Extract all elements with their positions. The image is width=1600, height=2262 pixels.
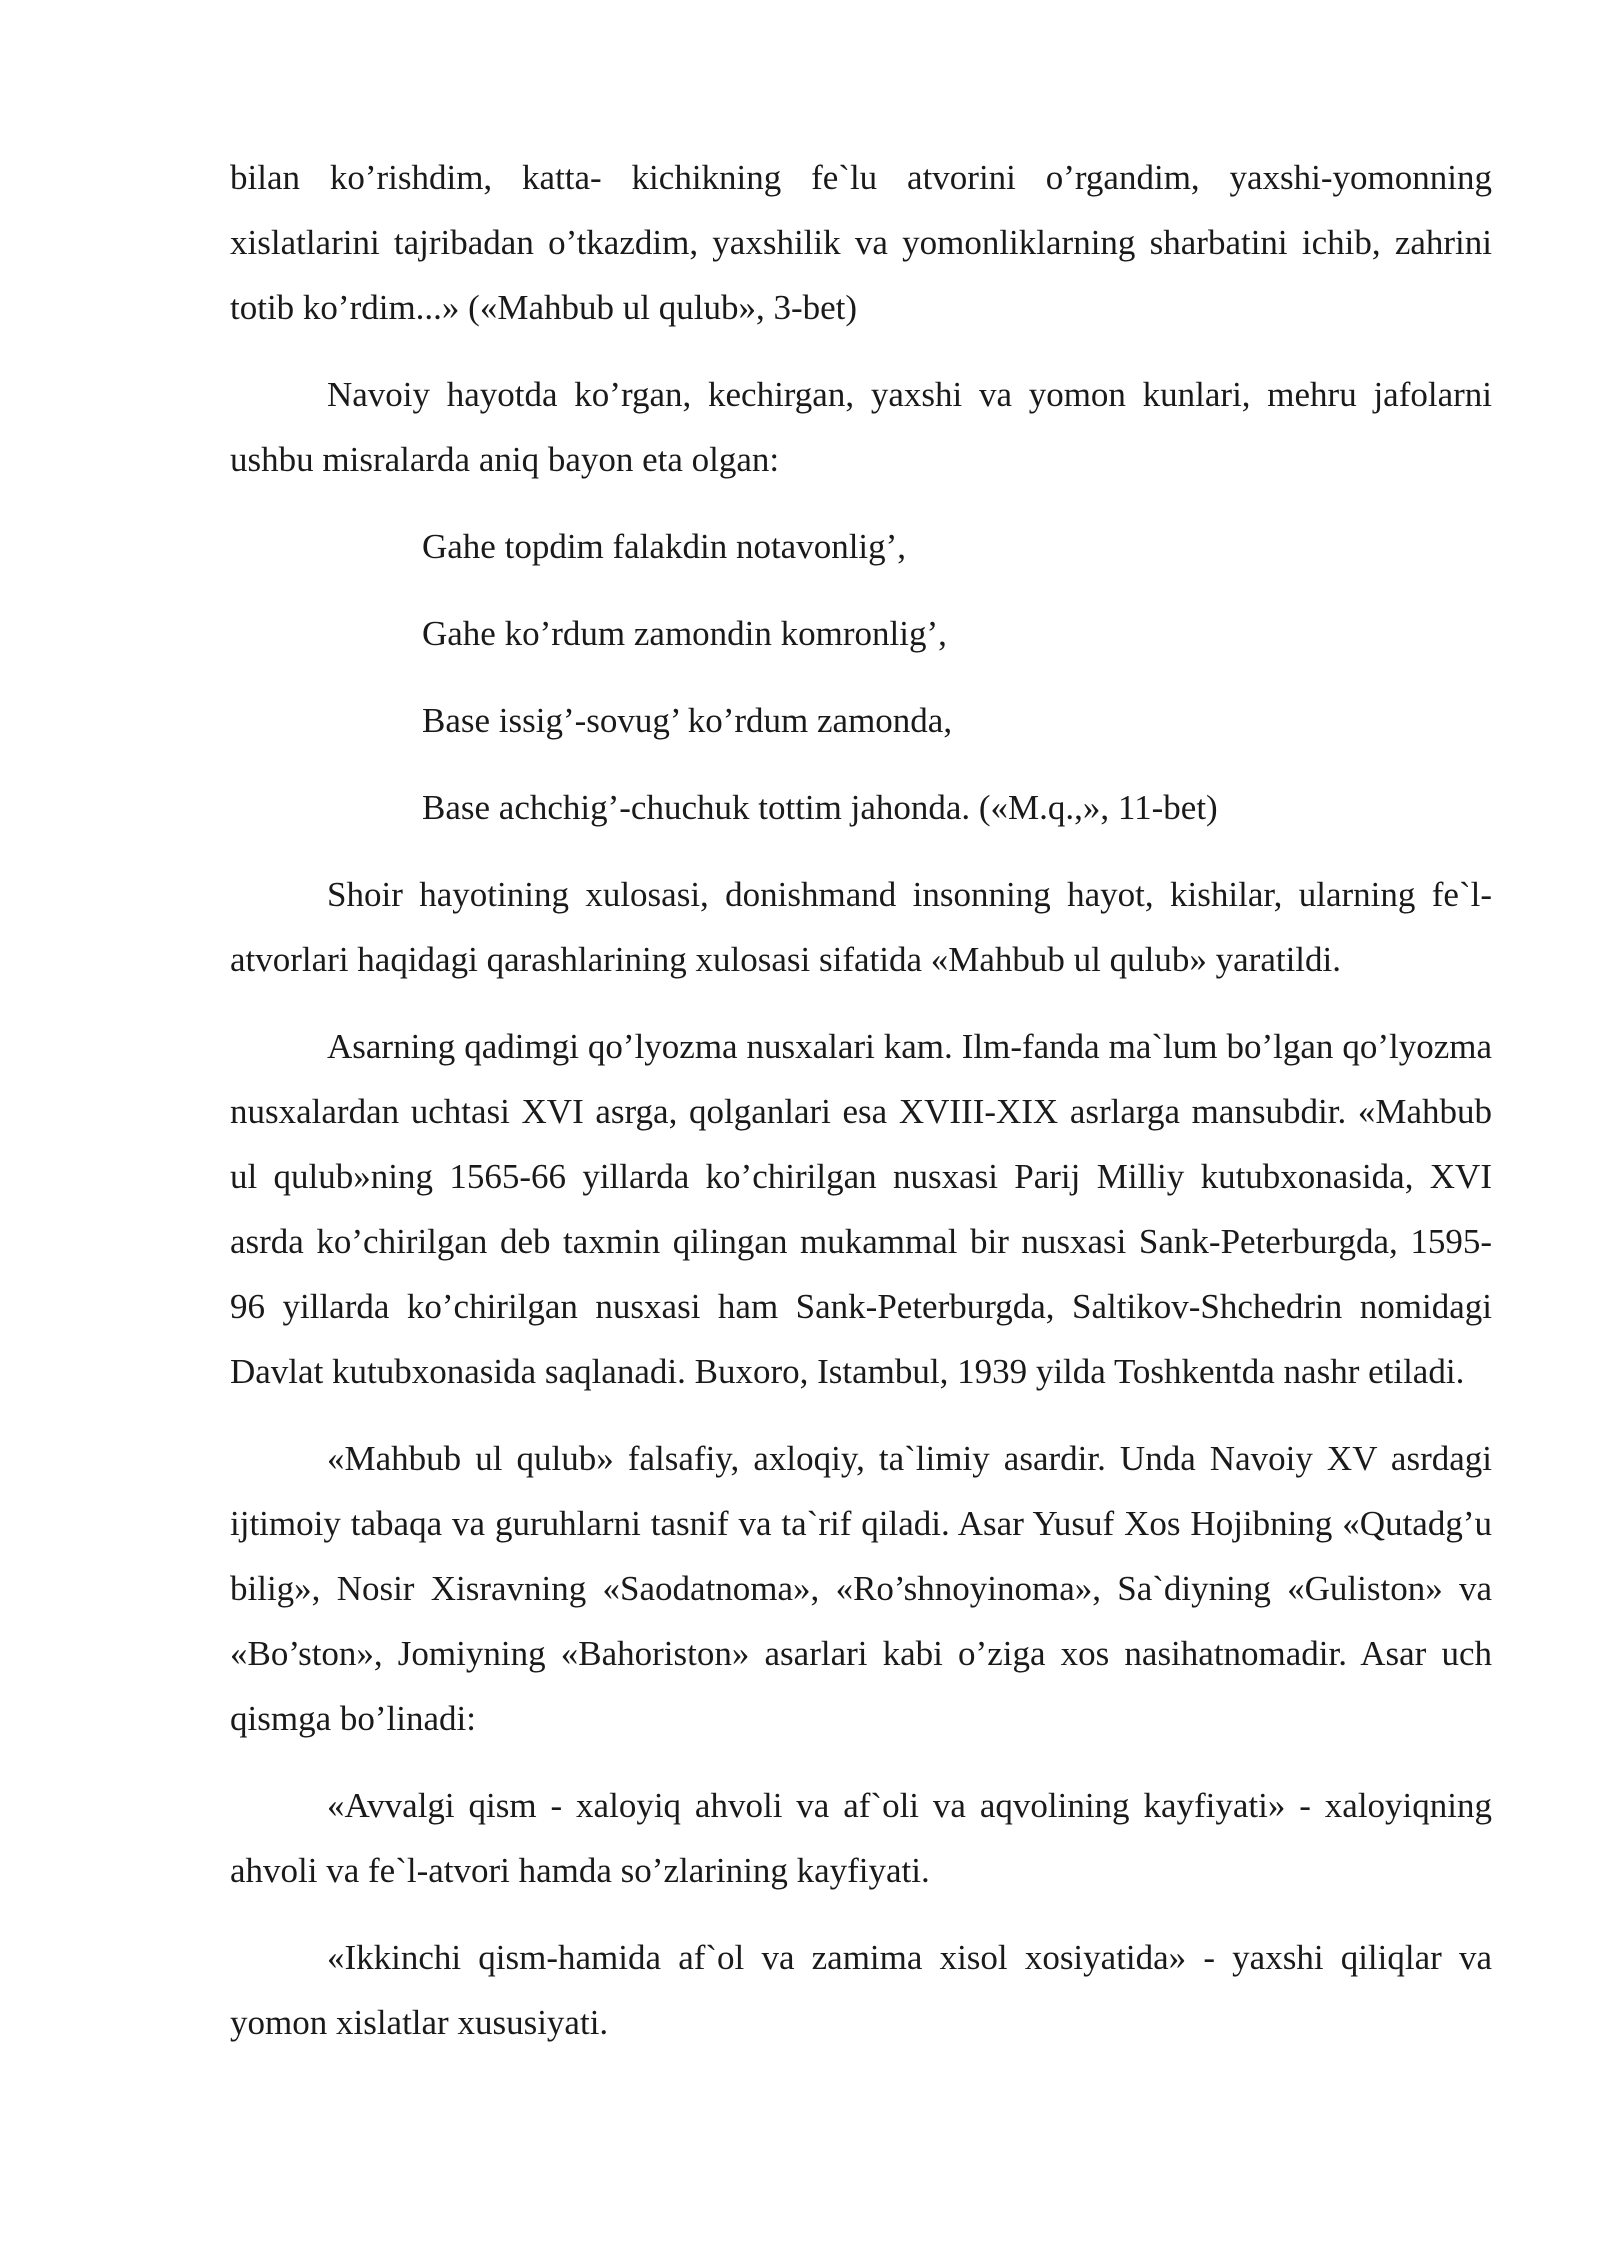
paragraph-second-part: «Ikkinchi qism-hamida af`ol va zamima xisol xosiyatida» - yaxshi qiliqlar va yomon xislatlar xususiyati.	[230, 1938, 1492, 2042]
paragraph-quote-continuation: bilan ko’rishdim, katta- kichikning fe`lu atvorini o’rgandim, yaxshi-yomonning xislatlarini tajribadan o’tkazdim, yaxshilik va yomonliklarning sharbatini ichib, zahrini totib ko’rdim...» («Mahbub ul qulub», 3-bet)	[230, 158, 1492, 327]
verse-line: Gahe topdim falakdin notavonlig’,	[422, 527, 907, 566]
verse-line: Base achchig’-chuchuk tottim jahonda. («M.q.,», 11-bet)	[422, 788, 1218, 827]
paragraph-work-description: «Mahbub ul qulub» falsafiy, axloqiy, ta`limiy asardir. Unda Navoiy XV asrdagi ijtimoiy tabaqa va guruhlarni tasnif va ta`rif qiladi. Asar Yusuf Xos Hojibning «Qutadg’u bilig», Nosir Xisravning «Saodatnoma», «Ro’shnoyinoma», Sa`diyning «Guliston» va «Bo’ston», Jomiyning «Bahoriston» asarlari kabi o’ziga xos nasihatnomadir. Asar uch qismga bo’linadi:	[230, 1439, 1492, 1738]
verse-line: Base issig’-sovug’ ko’rdum zamonda,	[422, 701, 953, 740]
verse-line: Gahe ko’rdum zamondin komronlig’,	[422, 614, 947, 653]
paragraph-conclusion: Shoir hayotining xulosasi, donishmand insonning hayot, kishilar, ularning fe`l-atvorlari haqidagi qarashlarining xulosasi sifatida «Mahbub ul qulub» yaratildi.	[230, 875, 1492, 979]
paragraph-manuscripts: Asarning qadimgi qo’lyozma nusxalari kam. Ilm-fanda ma`lum bo’lgan qo’lyozma nusxalardan uchtasi XVI asrga, qolganlari esa XVIII-XIX asrlarga mansubdir. «Mahbub ul qulub»ning 1565-66 yillarda ko’chirilgan nusxasi Parij Milliy kutubxonasida, XVI asrda ko’chirilgan deb taxmin qilingan mukammal bir nusxasi Sank-Peterburgda, 1595-96 yillarda ko’chirilgan nusxasi ham Sank-Peterburgda, Saltikov-Shchedrin nomidagi Davlat kutubxonasida saqlanadi. Buxoro, Istambul, 1939 yilda Toshkentda nashr etiladi.	[230, 1027, 1492, 1391]
paragraph-intro-verses: Navoiy hayotda ko’rgan, kechirgan, yaxshi va yomon kunlari, mehru jafolarni ushbu misralarda aniq bayon eta olgan:	[230, 375, 1492, 479]
paragraph-first-part: «Avvalgi qism - xaloyiq ahvoli va af`oli va aqvolining kayfiyati» - xaloyiqning ahvoli va fe`l-atvori hamda so’zlarining kayfiyati.	[230, 1786, 1492, 1890]
verse-block	[230, 514, 1492, 840]
document-body	[230, 145, 1492, 2077]
